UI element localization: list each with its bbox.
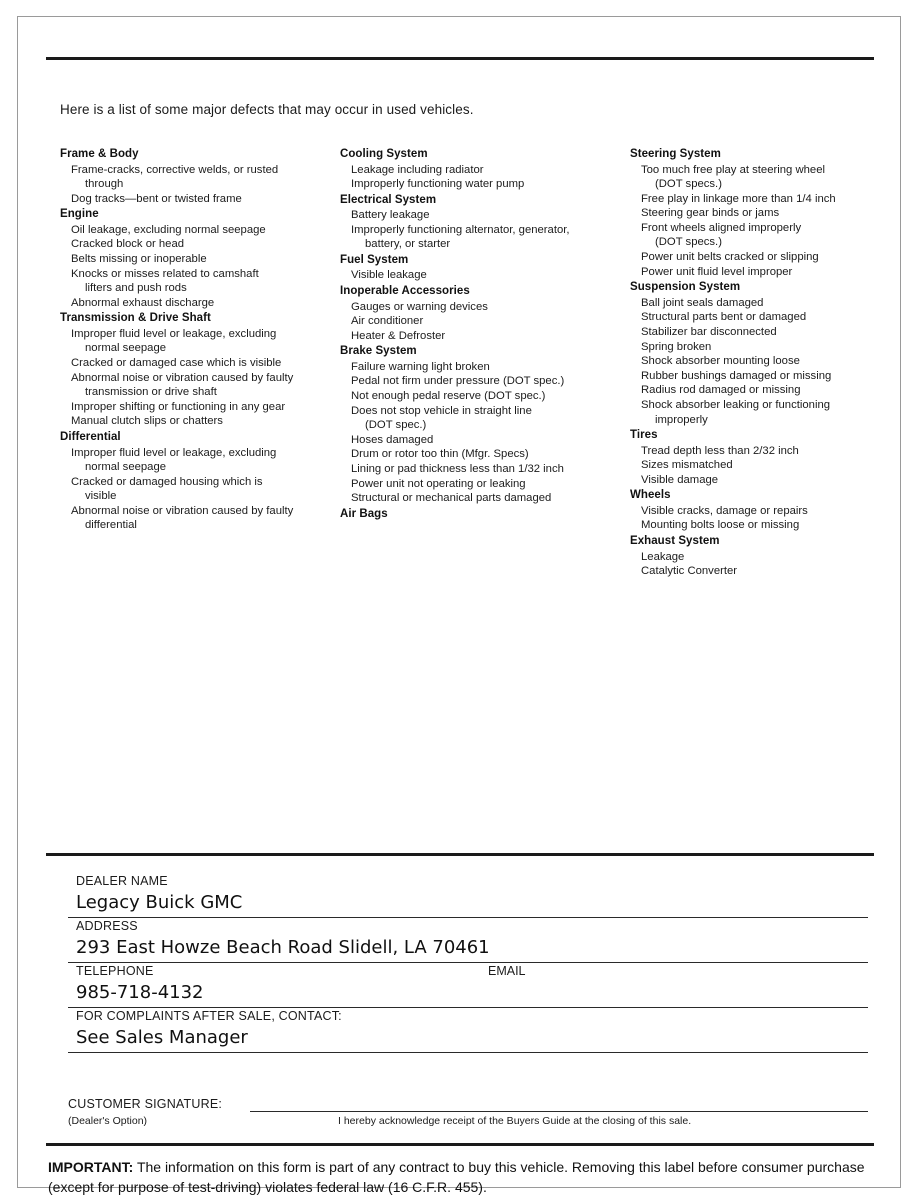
dealer-telephone-field[interactable] bbox=[68, 963, 868, 1008]
defect-item-continuation: normal seepage bbox=[85, 342, 167, 355]
defect-item-text: Failure warning light broken bbox=[351, 360, 490, 373]
defect-item-text: Abnormal noise or vibration caused by faulty bbox=[71, 504, 294, 517]
signature-underline bbox=[250, 1111, 868, 1112]
defect-item bbox=[71, 296, 340, 311]
defect-item-text: Structural parts bent or damaged bbox=[641, 311, 807, 324]
defect-list bbox=[630, 163, 880, 280]
defect-group bbox=[630, 280, 880, 427]
defect-group-title: Suspension System bbox=[630, 281, 741, 294]
defect-item-continuation: lifters and push rods bbox=[85, 282, 187, 295]
defect-item bbox=[71, 446, 340, 475]
dealer-complaints-label: FOR COMPLAINTS AFTER SALE, CONTACT: bbox=[76, 1009, 342, 1023]
defect-item bbox=[641, 518, 880, 533]
defect-item bbox=[641, 296, 880, 311]
defect-item bbox=[641, 504, 880, 519]
dealer-telephone-value: 985-718-4132 bbox=[76, 982, 204, 1003]
defect-item-text: Rubber bushings damaged or missing bbox=[641, 369, 832, 382]
defect-item bbox=[351, 374, 630, 389]
defect-item bbox=[71, 327, 340, 356]
defect-group bbox=[60, 207, 340, 310]
defect-item bbox=[641, 221, 880, 250]
defects-column-3 bbox=[630, 147, 880, 580]
defect-item-text: Improper shifting or functioning in any gear bbox=[71, 400, 286, 413]
defect-item-text: Visible cracks, damage or repairs bbox=[641, 504, 808, 517]
dealer-name-label: DEALER NAME bbox=[76, 874, 168, 888]
defect-item bbox=[641, 383, 880, 398]
defect-item bbox=[641, 550, 880, 565]
defect-item-text: Improper fluid level or leakage, excluding bbox=[71, 327, 277, 340]
defect-item-continuation: transmission or drive shaft bbox=[85, 386, 217, 399]
defect-group-title: Frame & Body bbox=[60, 148, 139, 160]
defect-item bbox=[351, 163, 630, 178]
defect-item bbox=[351, 389, 630, 404]
defect-item-text: Too much free play at steering wheel bbox=[641, 163, 825, 176]
defect-group bbox=[60, 147, 340, 206]
defect-item bbox=[71, 267, 340, 296]
defect-list bbox=[60, 223, 340, 311]
dealer-name-value: Legacy Buick GMC bbox=[76, 892, 243, 913]
defect-group-title: Steering System bbox=[630, 148, 721, 160]
customer-signature-label: CUSTOMER SIGNATURE: bbox=[68, 1097, 223, 1111]
defect-group bbox=[630, 147, 880, 279]
defect-item-text: Cracked or damaged case which is visible bbox=[71, 357, 282, 370]
defect-item-text: Stabilizer bar disconnected bbox=[641, 325, 777, 338]
defect-item bbox=[71, 371, 340, 400]
defect-item-continuation: improperly bbox=[655, 413, 708, 426]
defect-item-text: Heater & Defroster bbox=[351, 329, 446, 342]
defect-item-text: Abnormal noise or vibration caused by faulty bbox=[71, 371, 294, 384]
defect-item bbox=[641, 206, 880, 221]
defect-list bbox=[60, 327, 340, 429]
defect-item-text: Cracked or damaged housing which is bbox=[71, 475, 263, 488]
defect-item bbox=[351, 447, 630, 462]
defect-item bbox=[641, 354, 880, 369]
defect-item-continuation: visible bbox=[85, 490, 117, 503]
defect-item-text: Structural or mechanical parts damaged bbox=[351, 492, 552, 505]
defect-item bbox=[641, 325, 880, 340]
defect-list bbox=[60, 163, 340, 207]
defect-group bbox=[340, 344, 630, 505]
defect-item-text: Radius rod damaged or missing bbox=[641, 384, 801, 397]
defect-item-text: Improperly functioning water pump bbox=[351, 178, 525, 191]
defect-item-text: Cracked block or head bbox=[71, 238, 185, 251]
acknowledgement-note: I hereby acknowledge receipt of the Buyers Guide at the closing of this sale. bbox=[338, 1115, 692, 1127]
defect-item-text: Pedal not firm under pressure (DOT spec.) bbox=[351, 375, 565, 388]
defect-item bbox=[351, 300, 630, 315]
defect-item bbox=[641, 473, 880, 488]
dealer-complaints-value: See Sales Manager bbox=[76, 1027, 248, 1048]
defect-list bbox=[630, 444, 880, 488]
defect-group-title: Air Bags bbox=[340, 507, 388, 520]
defect-item-text: Drum or rotor too thin (Mfgr. Specs) bbox=[351, 448, 529, 461]
defect-group-title: Tires bbox=[630, 429, 658, 442]
defect-list bbox=[630, 504, 880, 533]
defect-item-text: Oil leakage, excluding normal seepage bbox=[71, 223, 266, 236]
defect-item bbox=[71, 475, 340, 504]
defect-item bbox=[351, 268, 630, 283]
defect-item bbox=[641, 340, 880, 355]
defect-item bbox=[351, 208, 630, 223]
defect-list bbox=[340, 163, 630, 192]
defect-item-text: Shock absorber leaking or functioning bbox=[641, 398, 831, 411]
defect-item-text: Front wheels aligned improperly bbox=[641, 221, 802, 234]
important-notice bbox=[48, 1157, 878, 1197]
defects-column-1 bbox=[60, 147, 340, 580]
signature-block bbox=[68, 1095, 868, 1131]
defect-group-title: Engine bbox=[60, 208, 99, 221]
defect-item-text: Mounting bolts loose or missing bbox=[641, 519, 800, 532]
defect-item-text: Frame-cracks, corrective welds, or rusted bbox=[71, 163, 279, 176]
defect-item-text: Battery leakage bbox=[351, 209, 430, 222]
defect-item-text: Free play in linkage more than 1/4 inch bbox=[641, 192, 836, 205]
defect-item bbox=[351, 462, 630, 477]
defect-item bbox=[71, 192, 340, 207]
defect-list bbox=[340, 300, 630, 344]
defect-group bbox=[340, 284, 630, 343]
bottom-divider bbox=[46, 1143, 874, 1146]
defect-item-text: Power unit belts cracked or slipping bbox=[641, 251, 819, 264]
top-divider bbox=[46, 57, 874, 60]
dealer-name-field[interactable] bbox=[68, 873, 868, 918]
defect-item-text: Leakage bbox=[641, 550, 685, 563]
defect-item bbox=[641, 310, 880, 325]
defect-group bbox=[340, 507, 630, 523]
defect-list bbox=[340, 360, 630, 506]
customer-signature-line[interactable] bbox=[68, 1095, 868, 1114]
defect-item-text: Improperly functioning alternator, generator, bbox=[351, 223, 570, 236]
defect-item-text: Spring broken bbox=[641, 340, 712, 353]
important-text: The information on this form is part of any contract to buy this vehicle. Removing this label before consumer purchase (except for purpose of test-driving) violates federal law (16 C.F.R. 455). bbox=[48, 1159, 865, 1195]
defect-item bbox=[641, 163, 880, 192]
defect-group-title: Cooling System bbox=[340, 148, 428, 160]
defect-group-title: Exhaust System bbox=[630, 535, 720, 548]
defect-item bbox=[71, 504, 340, 533]
defect-item-text: Belts missing or inoperable bbox=[71, 252, 207, 265]
defect-item bbox=[351, 477, 630, 492]
defect-item-text: Leakage including radiator bbox=[351, 163, 484, 176]
defect-item-text: Manual clutch slips or chatters bbox=[71, 415, 223, 428]
defect-item-text: Ball joint seals damaged bbox=[641, 296, 764, 309]
dealer-address-label: ADDRESS bbox=[76, 919, 138, 933]
defect-item-continuation: normal seepage bbox=[85, 461, 167, 474]
defect-list bbox=[340, 268, 630, 283]
defect-group-title: Transmission & Drive Shaft bbox=[60, 312, 211, 325]
defect-item-text: Visible damage bbox=[641, 473, 719, 486]
defect-item bbox=[351, 360, 630, 375]
defect-group-title: Electrical System bbox=[340, 193, 437, 206]
important-heading: IMPORTANT: bbox=[48, 1159, 134, 1175]
defect-group bbox=[60, 430, 340, 533]
defect-item-text: Tread depth less than 2/32 inch bbox=[641, 444, 799, 457]
defect-item bbox=[641, 564, 880, 579]
dealer-email-label: EMAIL bbox=[488, 964, 526, 978]
defect-item bbox=[641, 458, 880, 473]
defect-item-continuation: through bbox=[85, 178, 124, 191]
defect-item bbox=[641, 265, 880, 280]
defect-item-text: Steering gear binds or jams bbox=[641, 207, 780, 220]
dealers-option-note: (Dealer's Option) bbox=[68, 1115, 148, 1127]
defect-group-title: Inoperable Accessories bbox=[340, 285, 470, 298]
form-sheet bbox=[17, 16, 901, 1195]
defect-item-text: Power unit not operating or leaking bbox=[351, 477, 526, 490]
defect-item-text: Sizes mismatched bbox=[641, 459, 733, 472]
defect-item-continuation: differential bbox=[85, 519, 137, 532]
defect-group bbox=[60, 311, 340, 429]
defect-item-text: Hoses damaged bbox=[351, 433, 434, 446]
defect-group-title: Brake System bbox=[340, 345, 417, 358]
defect-item-continuation: battery, or starter bbox=[365, 238, 451, 251]
defect-item bbox=[351, 329, 630, 344]
defect-item-text: Shock absorber mounting loose bbox=[641, 355, 800, 368]
defect-item-text: Gauges or warning devices bbox=[351, 300, 488, 313]
defects-column-2 bbox=[340, 147, 630, 580]
defect-item bbox=[351, 433, 630, 448]
defect-item bbox=[641, 192, 880, 207]
defect-list bbox=[630, 296, 880, 427]
defect-item bbox=[71, 237, 340, 252]
defect-group bbox=[630, 428, 880, 487]
signature-subtext bbox=[68, 1115, 868, 1131]
defect-item bbox=[641, 398, 880, 427]
defect-item-text: Catalytic Converter bbox=[641, 565, 738, 578]
defect-item-continuation: (DOT specs.) bbox=[655, 178, 722, 191]
defect-item-text: Improper fluid level or leakage, excluding bbox=[71, 446, 277, 459]
defect-item bbox=[71, 400, 340, 415]
defect-item-text: Visible leakage bbox=[351, 269, 427, 282]
defect-item-text: Air conditioner bbox=[351, 315, 424, 328]
defect-item-text: Not enough pedal reserve (DOT spec.) bbox=[351, 390, 546, 403]
defect-group bbox=[340, 147, 630, 192]
dealer-complaints-field[interactable] bbox=[68, 1008, 868, 1053]
defect-item bbox=[351, 491, 630, 506]
defect-group bbox=[630, 488, 880, 533]
defect-item bbox=[351, 223, 630, 252]
dealer-information bbox=[68, 873, 868, 1053]
dealer-address-field[interactable] bbox=[68, 918, 868, 963]
defect-item-text: Does not stop vehicle in straight line bbox=[351, 404, 532, 417]
defect-item-text: Dog tracks—bent or twisted frame bbox=[71, 192, 242, 205]
defect-item bbox=[641, 369, 880, 384]
defect-item-text: Abnormal exhaust discharge bbox=[71, 296, 215, 309]
defect-item bbox=[71, 356, 340, 371]
defect-group-title: Wheels bbox=[630, 489, 671, 502]
defect-item-continuation: (DOT specs.) bbox=[655, 236, 722, 249]
intro-text: Here is a list of some major defects that may occur in used vehicles. bbox=[60, 102, 474, 117]
defect-group bbox=[630, 534, 880, 579]
dealer-telephone-label: TELEPHONE bbox=[76, 964, 154, 978]
defect-group-title: Differential bbox=[60, 431, 121, 443]
middle-divider bbox=[46, 853, 874, 856]
defect-list bbox=[630, 550, 880, 579]
defect-item-continuation: (DOT spec.) bbox=[365, 419, 427, 432]
defect-group-title: Fuel System bbox=[340, 253, 409, 266]
defect-item bbox=[641, 444, 880, 459]
dealer-address-value: 293 East Howze Beach Road Slidell, LA 70461 bbox=[76, 937, 490, 958]
defect-item bbox=[71, 163, 340, 192]
defect-group bbox=[340, 193, 630, 252]
defect-list bbox=[340, 208, 630, 252]
defect-item bbox=[351, 314, 630, 329]
defects-columns bbox=[60, 147, 880, 580]
defect-item bbox=[641, 250, 880, 265]
defect-item bbox=[71, 414, 340, 429]
defect-item-text: Power unit fluid level improper bbox=[641, 265, 793, 278]
defect-item bbox=[351, 404, 630, 433]
defect-item-text: Lining or pad thickness less than 1/32 inch bbox=[351, 463, 564, 475]
defect-item bbox=[71, 223, 340, 238]
defect-group bbox=[340, 253, 630, 283]
defect-item-text: Knocks or misses related to camshaft bbox=[71, 267, 259, 280]
defect-item bbox=[71, 252, 340, 267]
defect-item bbox=[351, 177, 630, 192]
defect-list bbox=[60, 446, 340, 534]
